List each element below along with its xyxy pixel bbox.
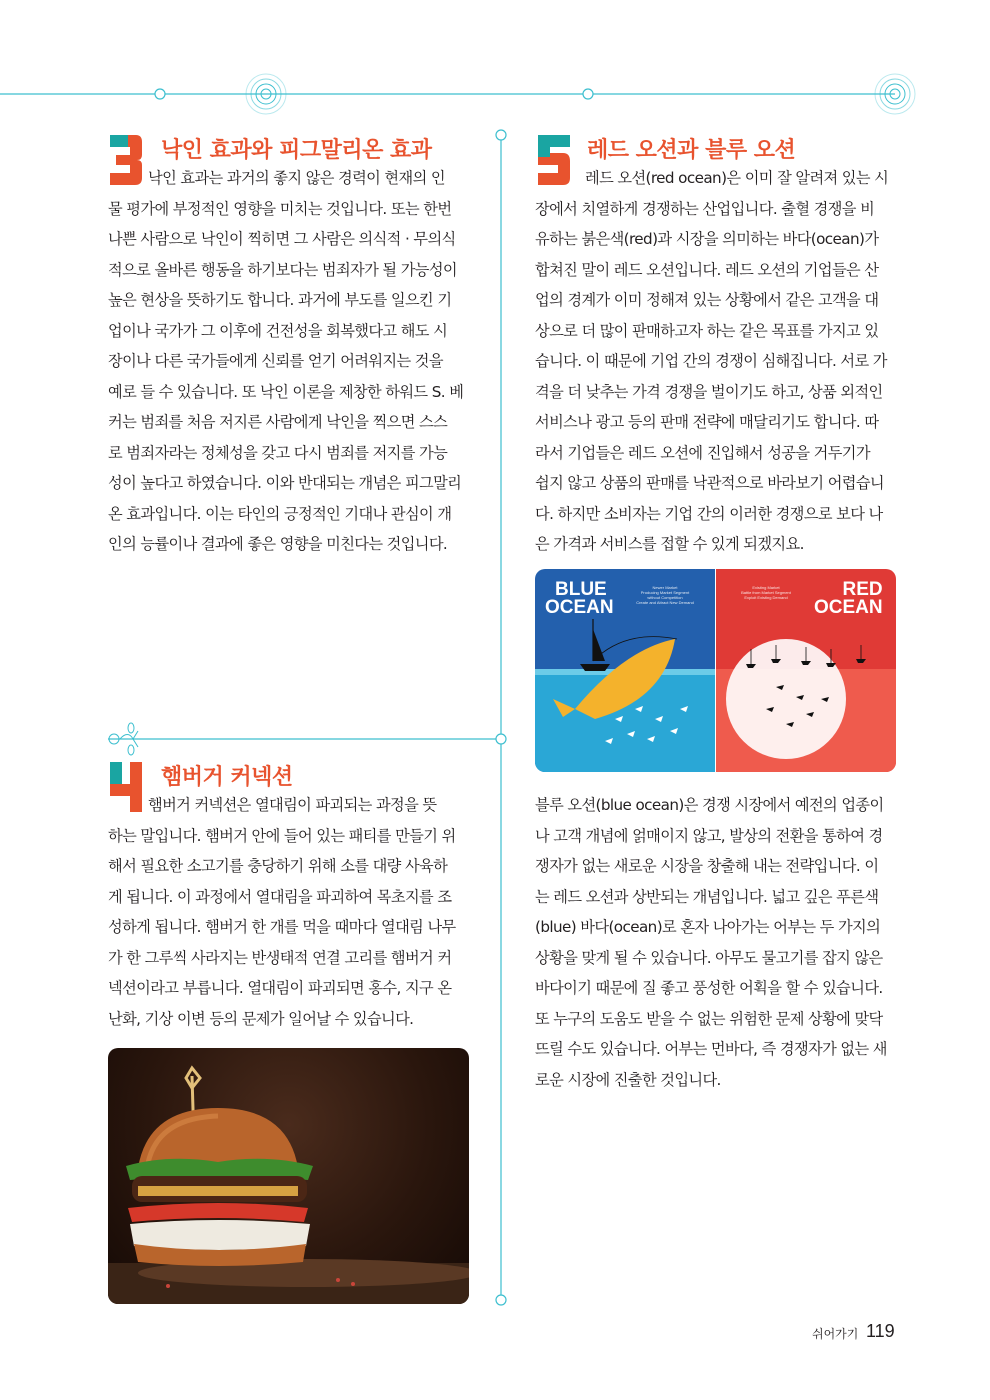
footer-section-label: 쉬어가기 xyxy=(812,1327,859,1341)
blue-word-2: OCEAN xyxy=(545,597,614,618)
section-5-body-continued: 블루 오션(blue ocean)은 경쟁 시장에서 예전의 업종이 나 고객 개념에 얽매이지 않고, 발상의 전환을 통하여 경 쟁자가 없는 새로운 시장을 창출해 내는 전략입니다. 이 는 레드 오션과 상반되는 개념입니다. 넓고 깊은 푸른색 (blue) 바다(ocean)로 혼자 나아가는 어부는 두 가지의 상황을 맞게 될 수 있습니다. 아무도 물고기를 잡지 않은 바다이기 때문에 질 좋고 풍성한 어획을 할 수 있습니다. 또 누구의 도움도 받을 수 없는 위험한 문제 상황에 맞닥 뜨릴 수도 있습니다. 어부는 먼바다, 즉 경쟁자가 없는 새 로운 시장에 진출한 것입니다. xyxy=(535,796,887,1089)
section-4-title: 햄버거 커넥션 xyxy=(161,765,293,790)
blue-ocean-panel xyxy=(535,569,715,772)
section-3-title: 낙인 효과와 피그말리온 효과 xyxy=(161,138,432,163)
red-ocean-caption: Existing Market Battle from Market Segment Exploit Existing Demand xyxy=(741,585,791,600)
blue-word-1: BLUE xyxy=(555,579,607,600)
red-word-2: OCEAN xyxy=(814,597,883,618)
red-word-1: RED xyxy=(842,579,883,600)
red-ocean-heading xyxy=(814,581,883,617)
section-5-title: 레드 오션과 블루 오션 xyxy=(587,138,796,163)
hamburger-illustration xyxy=(108,1048,469,1304)
blue-ocean-caption: Newer Market Producing Market Segment without Competition Create and Attract New Demand xyxy=(636,585,694,605)
red-ocean-panel xyxy=(716,569,896,772)
section-4-body: 햄버거 커넥션은 열대림이 파괴되는 과정을 뜻 하는 말입니다. 햄버거 안에 들어 있는 패티를 만들기 위 해서 필요한 소고기를 충당하기 위해 소를 대량 사육하 게 됩니다. 이 과정에서 열대림을 파괴하여 목초지를 조 성하게 됩니다. 햄버거 한 개를 먹을 때마다 열대림 나무 가 한 그루씩 사라지는 반생태적 연결 고리를 햄버거 커 넥션이라고 부릅니다. 열대림이 파괴되면 홍수, 지구 온 난화, 기상 이변 등의 문제가 일어날 수 있습니다. xyxy=(108,796,456,1028)
blue-red-ocean-image xyxy=(535,569,896,772)
blue-ocean-heading xyxy=(545,581,614,617)
hamburger-photo xyxy=(108,1048,469,1304)
section-5-body: 레드 오션(red ocean)은 이미 잘 알려져 있는 시 장에서 치열하게 경쟁하는 산업입니다. 출혈 경쟁을 비 유하는 붉은색(red)과 시장을 의미하는 바다(ocean)가 합쳐진 말이 레드 오션입니다. 레드 오션의 기업들은 산 업의 경계가 이미 정해져 있는 상황에서 같은 고객을 대 상으로 더 많이 판매하고자 하는 같은 목표를 가지고 있 습니다. 이 때문에 기업 간의 경쟁이 심해집니다. 서로 가 격을 더 낮추는 가격 경쟁을 벌이기도 하고, 상품 외적인 서비스나 광고 등의 판매 전략에 매달리기도 합니다. 따 라서 기업들은 레드 오션에 진입해서 성공을 거두기가 쉽지 않고 상품의 판매를 낙관적으로 바라보기 어렵습니 다. 하지만 소비자는 기업 간의 이러한 경쟁으로 보다 나 은 가격과 서비스를 접할 수 있게 되겠지요. xyxy=(535,169,889,553)
page-number: 119 xyxy=(866,1321,895,1341)
section-3-body: 낙인 효과는 과거의 좋지 않은 경력이 현재의 인 물 평가에 부정적인 영향을 미치는 것입니다. 또는 한번 나쁜 사람으로 낙인이 찍히면 그 사람은 의식적 · 무의식 적으로 올바른 행동을 하기보다는 범죄자가 될 가능성이 높은 현상을 뜻하기도 합니다. 과거에 부도를 일으킨 기 업이나 국가가 그 이후에 건전성을 회복했다고 해도 시 장이나 다른 국가들에게 신뢰를 얻기 어려워지는 것을 예로 들 수 있습니다. 또 낙인 이론을 제창한 하워드 S. 베 커는 범죄를 처음 저지른 사람에게 낙인을 찍으면 스스 로 범죄자라는 정체성을 갖고 다시 범죄를 저지를 가능 성이 높다고 하였습니다. 이와 반대되는 개념은 피그말리 온 효과입니다. 이는 타인의 긍정적인 기대나 관심이 개 인의 능률이나 결과에 좋은 영향을 미친다는 것입니다. xyxy=(108,169,464,553)
